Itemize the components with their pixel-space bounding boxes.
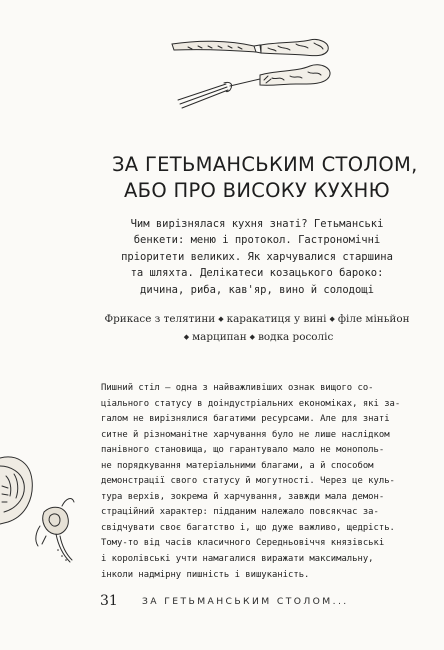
knife-and-fork-illustration	[168, 30, 338, 112]
body-line: свідчувати своє багатство і, що дуже важливо, щедрість.	[101, 522, 395, 533]
body-line: галом не вирізнялися багатими ресурсами. Але для знаті	[101, 414, 390, 425]
body-line: панівного становища, що гарантувало мало не монополь-	[101, 445, 385, 456]
summary-line: дичина, риба, кав'яр, вино й солодощі	[140, 283, 374, 296]
dish-keyword: Фрикасе з телятини	[104, 313, 216, 325]
body-line: страційний характер: підданим належало повсякчас за-	[101, 507, 379, 518]
chapter-summary	[112, 216, 402, 298]
diamond-separator-icon: ◆	[218, 315, 224, 323]
diamond-separator-icon: ◆	[183, 332, 190, 341]
body-line: демонстрації свого статусу й могутності. Через це куль-	[101, 476, 395, 487]
dish-keyword: філе міньйон	[337, 313, 410, 325]
body-line: ситне й різноманітне харчування було не лише наслідком	[101, 429, 390, 440]
dish-keywords-line-1	[104, 311, 410, 329]
body-line: Тому-то від часів класичного Середньовіччя князівські	[101, 538, 385, 549]
body-line: і королівські учти намагалися виражати максимальну,	[101, 554, 374, 565]
diamond-separator-icon: ◆	[329, 315, 335, 323]
page-number: 31	[100, 593, 118, 609]
body-line: ціального статусу в доіндустріальних економіках, які за-	[101, 398, 401, 409]
dish-keywords-line-2	[104, 329, 410, 347]
summary-line: Чим вирізнялася кухня знаті? Гетьманські	[130, 218, 384, 230]
chapter-title-line-1: ЗА ГЕТЬМАНСЬКИМ СТОЛОМ,	[112, 153, 418, 176]
chapter-title	[112, 152, 418, 204]
dish-keyword: марципан	[192, 330, 247, 343]
dish-keyword: каракатиця у вині	[226, 313, 327, 325]
dish-keywords	[104, 311, 410, 346]
body-line: Пишний стіл — одна з найважливіших ознак вищого со-	[101, 383, 374, 393]
body-paragraph	[101, 381, 409, 583]
diamond-separator-icon: ◆	[249, 332, 256, 341]
page-footer	[100, 593, 410, 613]
running-head: ЗА ГЕТЬМАНСЬКИМ СТОЛОМ...	[142, 596, 349, 607]
summary-line: пріоритети великих. Як харчувалися старшина	[121, 250, 393, 263]
summary-line: бенкети: меню і протокол. Гастрономічні	[133, 234, 381, 247]
body-line: не порядкування матеріальними благами, а й способом	[101, 460, 374, 471]
cup-and-spoon-illustration	[0, 436, 108, 574]
body-line: інколи надмірну пишність і вишуканість.	[101, 569, 310, 580]
dish-keyword: водка росоліс	[258, 330, 334, 343]
chapter-title-line-2: АБО ПРО ВИСОКУ КУХНЮ	[124, 179, 390, 202]
body-line: тура верхів, зокрема й харчування, завжди мала демон-	[101, 491, 385, 502]
summary-line: та шляхта. Делікатеси козацького бароко:	[130, 267, 384, 280]
